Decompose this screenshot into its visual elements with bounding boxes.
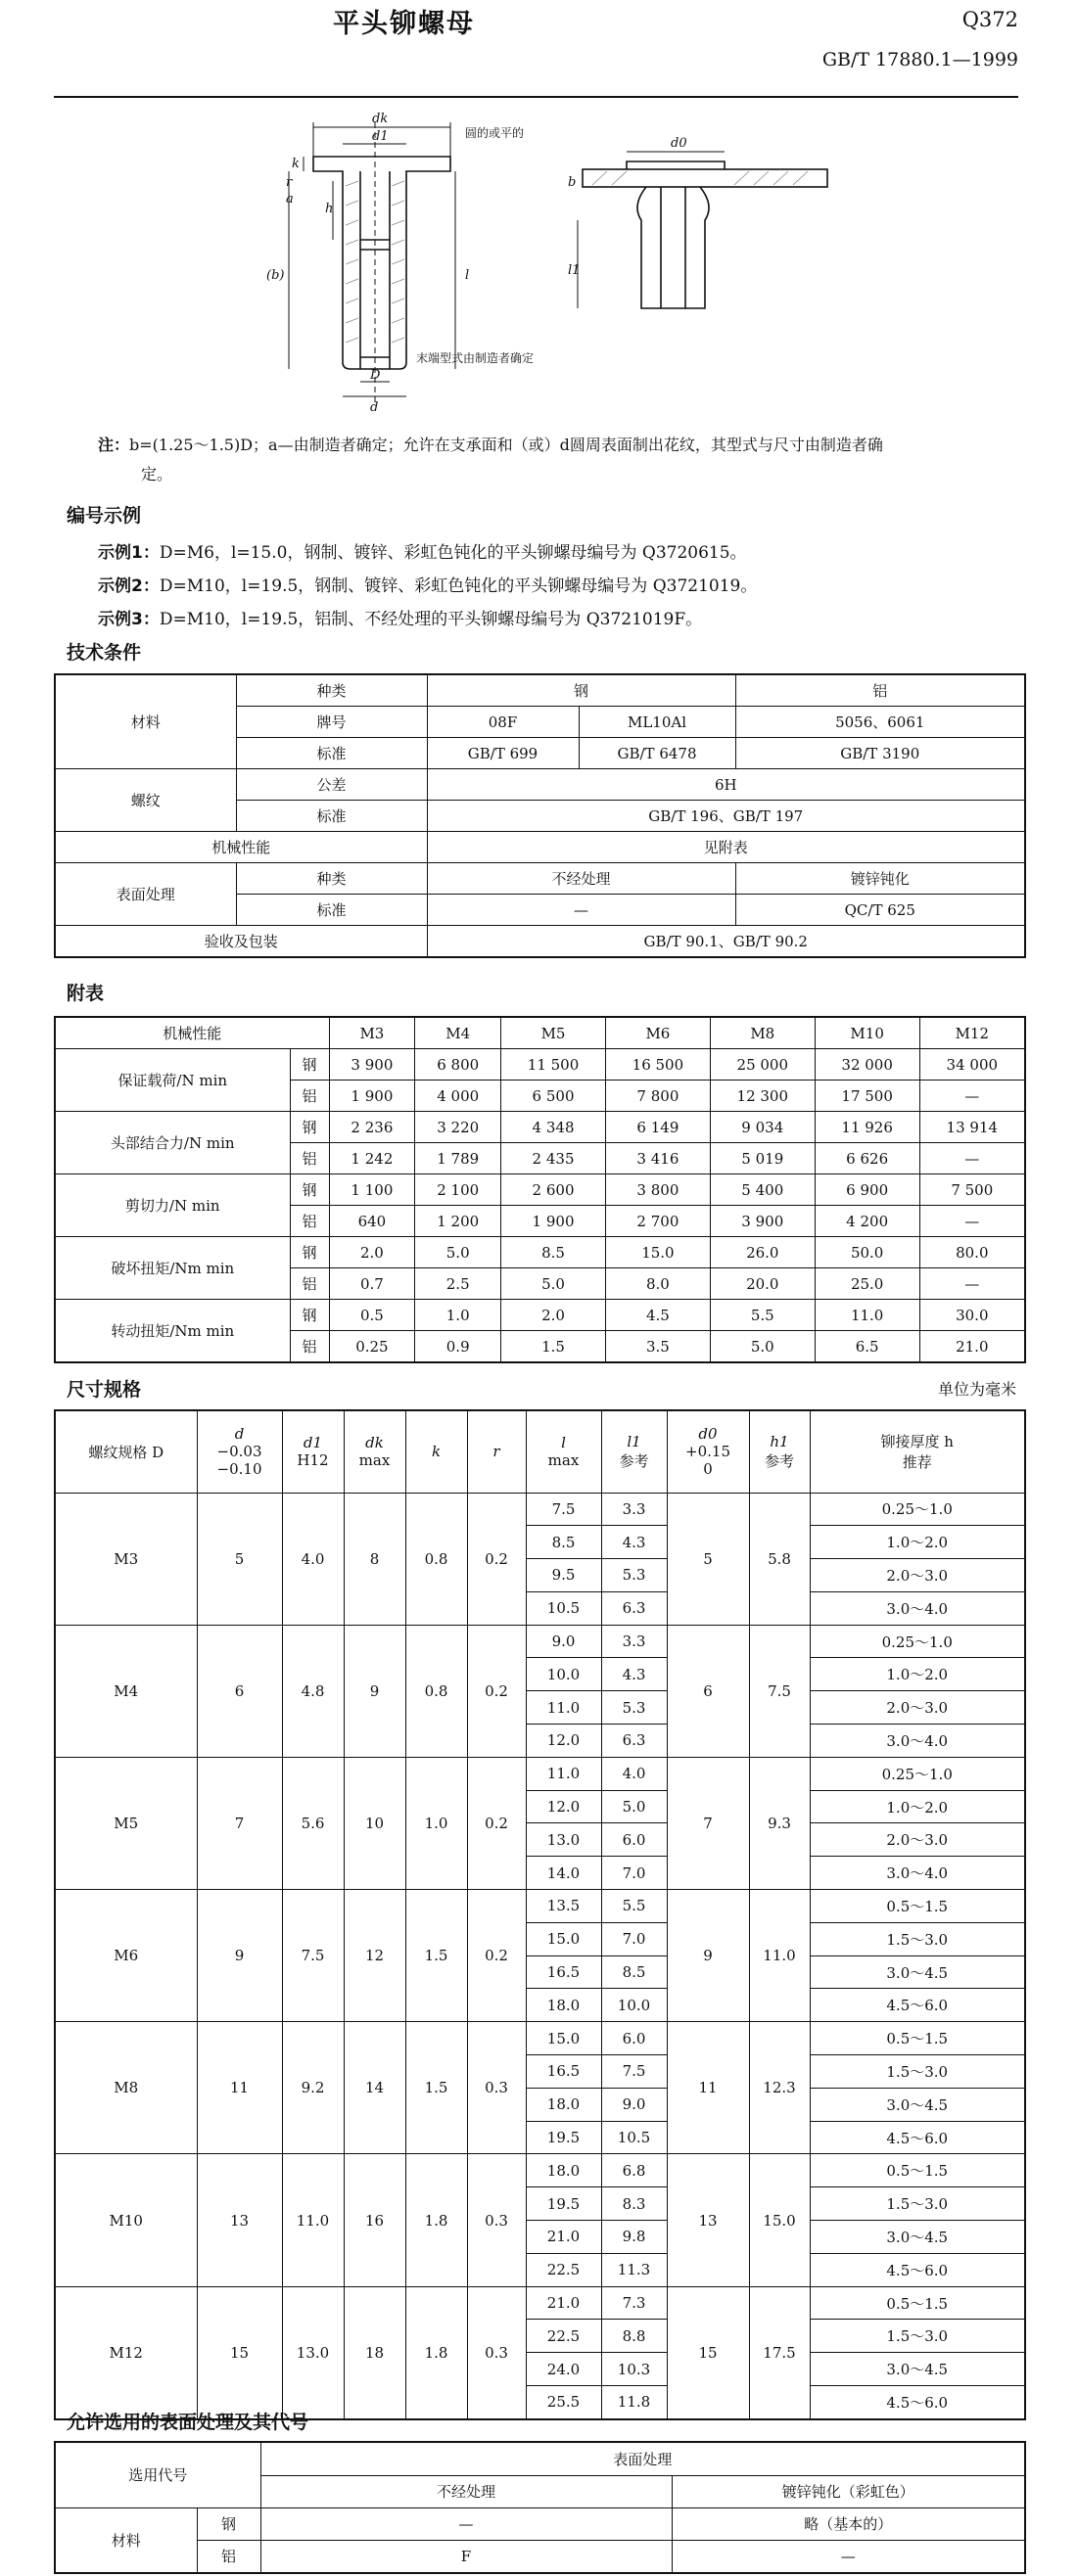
appendix-size-header: M8 <box>710 1017 815 1049</box>
appendix-size-header: M3 <box>329 1017 415 1049</box>
appendix-row: 剪切力/N min 钢 1 100 2 100 2 600 3 800 5 400 6 900 7 500 <box>55 1174 1025 1206</box>
appendix-table: 机械性能 M3 M4 M5 M6 M8 M10 M12 保证载荷/N min 钢 3 900 6 800 11 500 16 500 25 000 32 000 34 000 铝 1 900 4 000 6 500 7 800 12 300 17 500 — 头部结合力/N min 钢 2 236 3 220 4 348 6 149 9 034 11 926 13 914 铝 1 242 1 789 2 435 3 416 5 019 6 626 — 剪切力/N min 钢 1 100 2 100 2 600 3 800 5 400 6 900 7 500 铝 640 1 200 1 900 2 700 3 900 4 200 — 破坏扭矩/Nm min 钢 2.0 5.0 8.5 15.0 26.0 50.0 80.0 铝 0.7 2.5 5.0 8.0 20.0 25.0 — 转动扭矩/Nm min 钢 0.5 1.0 2.0 4.5 5.5 11.0 30.0 铝 0.25 0.9 1.5 3.5 5.0 6.5 21.0 <box>54 1016 1026 1363</box>
header-rule <box>54 96 1018 98</box>
appendix-row: 转动扭矩/Nm min 钢 0.5 1.0 2.0 4.5 5.5 11.0 30.0 <box>55 1300 1025 1331</box>
fig-label-b-left: (b) <box>266 268 285 283</box>
dimension-row: 10.5 6.3 3.0～4.0 <box>55 1591 1025 1625</box>
appendix-row: 铝 640 1 200 1 900 2 700 3 900 4 200 — <box>55 1206 1025 1237</box>
dimension-row: 16.5 7.5 1.5～3.0 <box>55 2055 1025 2089</box>
technical-table: 材料 种类 钢 铝 牌号 08F ML10Al 5056、6061 标准 GB/T 699 GB/T 6478 GB/T 3190 螺纹 公差 6H 标准 GB/T 196、GB/T 197 机械性能 见附表 表面处理 种类 不经处理 镀锌钝化 标准 — QC/T 625 验收及包装 GB/T 90.1、GB/T 90.2 <box>54 673 1026 958</box>
note-text-continued: 定。 <box>141 465 173 483</box>
fig-label-d0: d0 <box>671 136 687 151</box>
section-surface-options: 允许选用的表面处理及其代号 <box>67 2412 309 2433</box>
fig-label-b-right: b <box>568 175 577 190</box>
appendix-row: 铝 0.25 0.9 1.5 3.5 5.0 6.5 21.0 <box>55 1331 1025 1363</box>
dimension-row: 15.0 7.0 1.5～3.0 <box>55 1922 1025 1955</box>
appendix-row: 头部结合力/N min 钢 2 236 3 220 4 348 6 149 9 034 11 926 13 914 <box>55 1112 1025 1143</box>
dimension-row: 10.0 4.3 1.0～2.0 <box>55 1658 1025 1691</box>
appendix-row: 铝 0.7 2.5 5.0 8.0 20.0 25.0 — <box>55 1268 1025 1300</box>
dimension-row: 9.5 5.3 2.0～3.0 <box>55 1559 1025 1592</box>
fig-label-dk: dk <box>372 113 389 126</box>
dimension-row: 25.5 11.8 4.5～6.0 <box>55 2386 1025 2419</box>
fig-label-h: h <box>325 202 334 216</box>
fig-label-end-note: 末端型式由制造者确定 <box>416 351 535 365</box>
appendix-size-header: M5 <box>501 1017 606 1049</box>
dimension-row: M5 7 5.6 10 1.0 0.2 11.0 4.0 7 9.3 0.25～1.0 <box>55 1757 1025 1790</box>
appendix-size-header: M6 <box>605 1017 710 1049</box>
technical-drawing <box>245 113 832 416</box>
page-title: 平头铆螺母 <box>333 9 475 39</box>
dimension-row: 18.0 9.0 3.0～4.5 <box>55 2088 1025 2121</box>
note-prefix: 注： <box>98 436 130 454</box>
dimension-row: 22.5 11.3 4.5～6.0 <box>55 2253 1025 2286</box>
standard-number: GB/T 17880.1—1999 <box>821 49 1018 70</box>
dimension-row: 14.0 7.0 3.0～4.0 <box>55 1857 1025 1890</box>
dimension-row: M10 13 11.0 16 1.8 0.3 18.0 6.8 13 15.0 0.5～1.5 <box>55 2154 1025 2187</box>
dimensions-table: 螺纹规格 D d −0.03 −0.10 d1 H12 dk max k r l max l1 参考 d0 +0.15 0 h1 参考 铆接厚度 h 推荐 M3 5 4.0 8 0.8 0.2 7.5 3.3 5 5.8 0.25～1.0 8.5 4.3 1.0～2.0 9.5 5.3 2.0～3.0 10.5 6.3 3.0～4.0 M4 6 4.8 9 0.8 0.2 9.0 3.3 6 7.5 0.25～1.0 10.0 4.3 1.0～2.0 11.0 5.3 2.0～3.0 12.0 6.3 3.0～4.0 M5 7 5.6 10 1.0 0.2 11.0 4.0 7 9.3 0.25～1.0 12.0 5.0 1.0～2.0 13.0 6.0 2.0～3.0 14.0 7.0 3.0～4.0 M6 9 7.5 12 1.5 0.2 13.5 5.5 9 11.0 0.5～1.5 15.0 7.0 1.5～3.0 16.5 8.5 3.0～4.5 18.0 10.0 4.5～6.0 M8 11 9.2 14 1.5 0.3 15.0 6.0 11 12.3 0.5～1.5 16.5 7.5 1.5～3.0 18.0 9.0 3.0～4.5 19.5 10.5 4.5～6.0 M10 13 11.0 16 1.8 0.3 18.0 6.8 13 15.0 0.5～1.5 19.5 8.3 1.5～3.0 21.0 9.8 3.0～4.5 22.5 11.3 4.5～6.0 M12 15 13.0 18 1.8 0.3 21.0 7.3 15 17.5 0.5～1.5 22.5 8.8 1.5～3.0 24.0 10.3 3.0～4.5 25.5 11.8 4.5～6.0 <box>54 1409 1026 2420</box>
dimension-row: M12 15 13.0 18 1.8 0.3 21.0 7.3 15 17.5 0.5～1.5 <box>55 2286 1025 2320</box>
fig-label-r: r <box>286 175 293 190</box>
fig-label-k: k <box>292 157 300 171</box>
appendix-size-header: M12 <box>919 1017 1025 1049</box>
appendix-row: 破坏扭矩/Nm min 钢 2.0 5.0 8.5 15.0 26.0 50.0 80.0 <box>55 1237 1025 1268</box>
unit-note: 单位为毫米 <box>937 1380 1016 1399</box>
section-technical: 技术条件 <box>67 642 142 664</box>
section-appendix: 附表 <box>67 983 105 1004</box>
appendix-size-header: M10 <box>815 1017 919 1049</box>
dimension-row: 22.5 8.8 1.5～3.0 <box>55 2320 1025 2353</box>
dimension-row: 18.0 10.0 4.5～6.0 <box>55 1989 1025 2022</box>
dimension-row: 19.5 8.3 1.5～3.0 <box>55 2187 1025 2221</box>
dimension-row: 16.5 8.5 3.0～4.5 <box>55 1955 1025 1989</box>
dimension-row: 8.5 4.3 1.0～2.0 <box>55 1526 1025 1559</box>
note-text: b=(1.25～1.5)D；a—由制造者确定；允许在支承面和（或）d圆周表面制出花纹，其型式与尺寸由制造者确 <box>129 436 883 454</box>
dimension-row: 11.0 5.3 2.0～3.0 <box>55 1691 1025 1725</box>
example-3: 示例3：D=M10，l=19.5，铝制、不经处理的平头铆螺母编号为 Q3721019F。 <box>98 610 703 629</box>
fig-label-d1: d1 <box>372 129 389 144</box>
appendix-row: 铝 1 900 4 000 6 500 7 800 12 300 17 500 — <box>55 1081 1025 1112</box>
dimension-row: 13.0 6.0 2.0～3.0 <box>55 1823 1025 1857</box>
fig-label-d: d <box>370 400 379 415</box>
figure-note <box>98 431 1028 489</box>
appendix-row: 保证载荷/N min 钢 3 900 6 800 11 500 16 500 25 000 32 000 34 000 <box>55 1049 1025 1081</box>
appendix-size-header: M4 <box>415 1017 501 1049</box>
dimension-row: 19.5 10.5 4.5～6.0 <box>55 2121 1025 2154</box>
dimension-row: 24.0 10.3 3.0～4.5 <box>55 2353 1025 2386</box>
fig-label-D: D <box>370 368 381 383</box>
fig-label-round: 圆的或平的 <box>465 126 525 140</box>
appendix-row: 铝 1 242 1 789 2 435 3 416 5 019 6 626 — <box>55 1143 1025 1174</box>
dimension-row: M8 11 9.2 14 1.5 0.3 15.0 6.0 11 12.3 0.5～1.5 <box>55 2022 1025 2055</box>
document-code: Q372 <box>961 8 1018 31</box>
section-dimensions: 尺寸规格 <box>67 1379 142 1401</box>
surface-options-table: 选用代号 表面处理 不经处理 镀锌钝化（彩虹色） 材料 钢 — 略（基本的） 铝 F — <box>54 2441 1026 2574</box>
dimension-row: M4 6 4.8 9 0.8 0.2 9.0 3.3 6 7.5 0.25～1.0 <box>55 1625 1025 1658</box>
fig-label-l1: l1 <box>568 263 581 278</box>
fig-label-l: l <box>465 268 470 283</box>
section-numbering: 编号示例 <box>67 505 142 527</box>
dimension-row: 12.0 5.0 1.0～2.0 <box>55 1790 1025 1823</box>
dimension-row: M3 5 4.0 8 0.8 0.2 7.5 3.3 5 5.8 0.25～1.0 <box>55 1493 1025 1526</box>
fig-label-a: a <box>286 192 294 207</box>
example-1: 示例1：D=M6，l=15.0，钢制、镀锌、彩虹色钝化的平头铆螺母编号为 Q3720615。 <box>98 543 747 563</box>
dimension-row: M6 9 7.5 12 1.5 0.2 13.5 5.5 9 11.0 0.5～1.5 <box>55 1890 1025 1923</box>
dimension-row: 12.0 6.3 3.0～4.0 <box>55 1725 1025 1758</box>
example-2: 示例2：D=M10，l=19.5，钢制、镀锌、彩虹色钝化的平头铆螺母编号为 Q3721019。 <box>98 576 758 596</box>
dimension-row: 21.0 9.8 3.0～4.5 <box>55 2221 1025 2254</box>
